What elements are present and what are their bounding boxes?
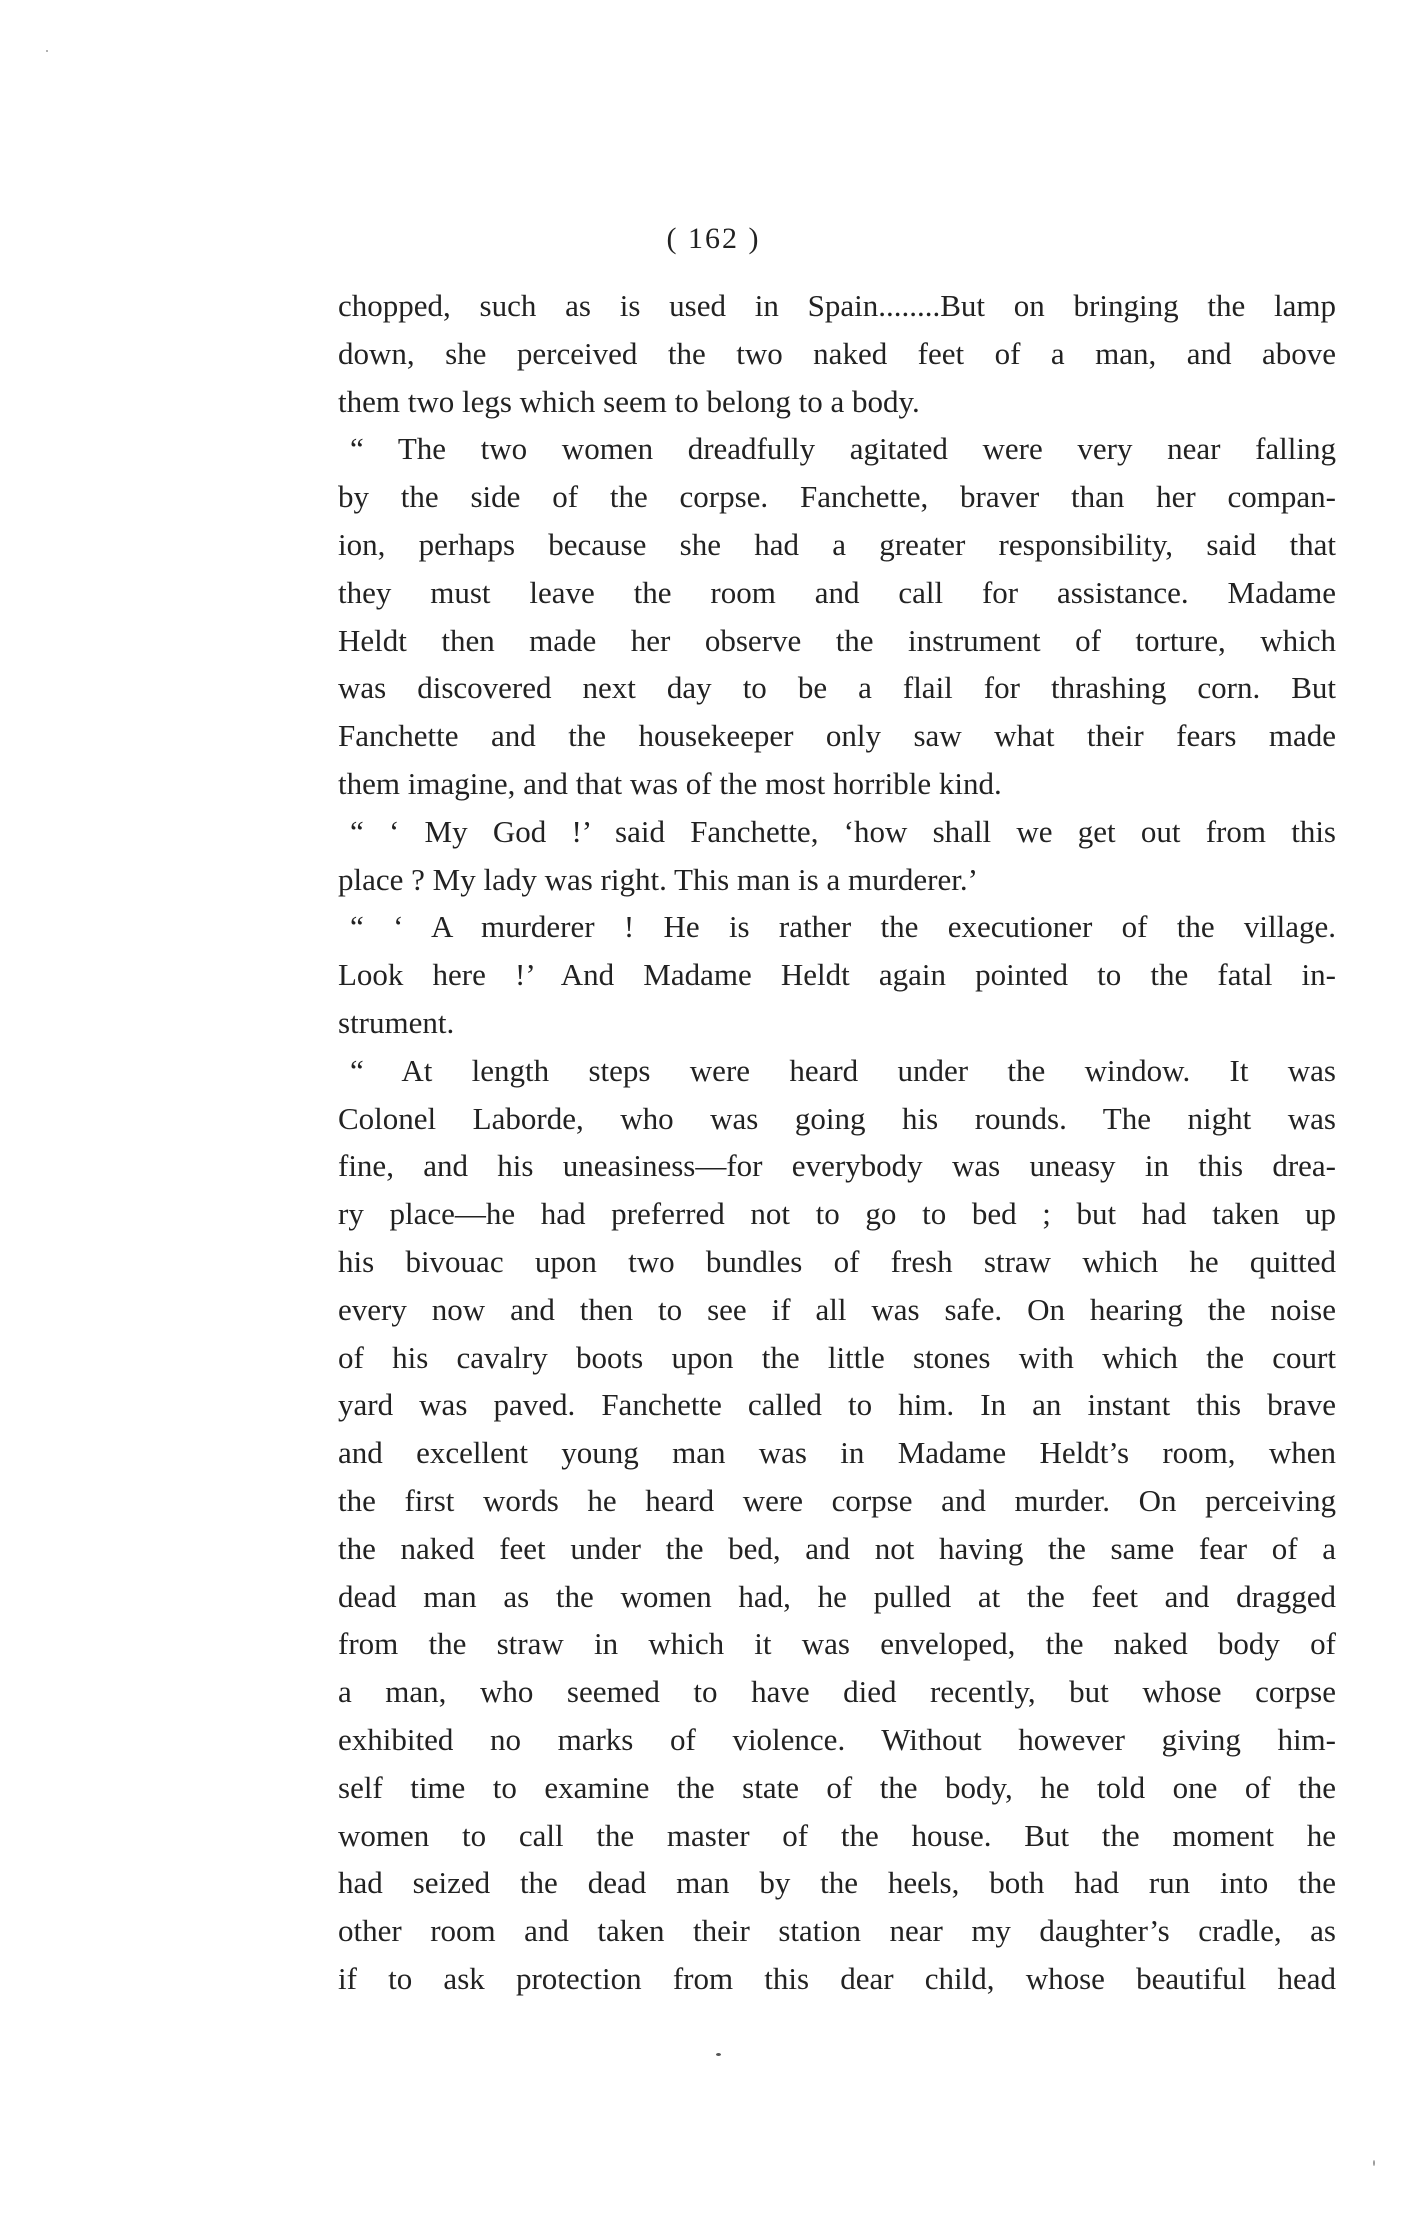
text-line: down, she perceived the two naked feet of a man, and above bbox=[338, 335, 1336, 371]
text-line: strument. bbox=[338, 1004, 455, 1040]
text-line: fine, and his uneasiness—for everybody was uneasy in this drea- bbox=[338, 1148, 1336, 1184]
text-line: ry place—he had preferred not to go to bed ; but had taken up bbox=[338, 1196, 1336, 1232]
text-line: dead man as the women had, he pulled at the feet and dragged bbox=[338, 1578, 1336, 1614]
text-line: Fanchette and the housekeeper only saw what their fears made bbox=[338, 718, 1336, 754]
text-line: his bivouac upon two bundles of fresh straw which he quitted bbox=[338, 1243, 1336, 1279]
text-line: yard was paved. Fanchette called to him. In an instant this brave bbox=[338, 1387, 1336, 1423]
text-line: “ ‘ My God !’ said Fanchette, ‘how shall we get out from this bbox=[350, 813, 1336, 849]
text-line: “ At length steps were heard under the window. It was bbox=[350, 1052, 1336, 1088]
text-line: Heldt then made her observe the instrument of torture, which bbox=[338, 622, 1336, 658]
text-line: ion, perhaps because she had a greater responsibility, said that bbox=[338, 526, 1336, 562]
page-speck bbox=[46, 50, 48, 52]
text-line: of his cavalry boots upon the little stones with which the court bbox=[338, 1339, 1336, 1375]
text-line: exhibited no marks of violence. Without however giving him- bbox=[338, 1721, 1336, 1757]
page-number: ( 162 ) bbox=[666, 222, 761, 255]
text-line: Colonel Laborde, who was going his rounds. The night was bbox=[338, 1100, 1336, 1136]
text-line: the naked feet under the bed, and not having the same fear of a bbox=[338, 1530, 1336, 1566]
text-line: other room and taken their station near my daughter’s cradle, as bbox=[338, 1913, 1336, 1949]
text-line: Look here !’ And Madame Heldt again pointed to the fatal in- bbox=[338, 957, 1336, 993]
body-text bbox=[338, 282, 1336, 2003]
page-speck bbox=[716, 2053, 721, 2056]
text-line: them two legs which seem to belong to a body. bbox=[338, 383, 920, 419]
text-line: “ ‘ A murderer ! He is rather the executioner of the village. bbox=[350, 909, 1336, 945]
text-line: chopped, such as is used in Spain........But on bringing the lamp bbox=[338, 288, 1336, 323]
text-line: women to call the master of the house. But the moment he bbox=[338, 1817, 1336, 1853]
text-line: they must leave the room and call for assistance. Madame bbox=[338, 574, 1336, 610]
text-line: every now and then to see if all was safe. On hearing the noise bbox=[338, 1291, 1336, 1327]
text-line: them imagine, and that was of the most horrible kind. bbox=[338, 765, 1002, 801]
text-line: a man, who seemed to have died recently, but whose corpse bbox=[338, 1674, 1336, 1710]
page-speck bbox=[1373, 2160, 1375, 2166]
text-line: from the straw in which it was enveloped, the naked body of bbox=[338, 1626, 1336, 1662]
text-line: and excellent young man was in Madame Heldt’s room, when bbox=[338, 1435, 1336, 1471]
text-line: had seized the dead man by the heels, both had run into the bbox=[338, 1865, 1336, 1901]
text-line: “ The two women dreadfully agitated were very near falling bbox=[350, 431, 1336, 467]
text-line: by the side of the corpse. Fanchette, braver than her compan- bbox=[338, 479, 1336, 515]
text-line: the first words he heard were corpse and murder. On perceiving bbox=[338, 1482, 1336, 1518]
text-line: if to ask protection from this dear child, whose beautiful head bbox=[338, 1960, 1336, 1996]
text-line: place ? My lady was right. This man is a murderer.’ bbox=[338, 861, 978, 897]
text-line: was discovered next day to be a flail for thrashing corn. But bbox=[338, 670, 1336, 706]
text-line: self time to examine the state of the body, he told one of the bbox=[338, 1769, 1336, 1805]
